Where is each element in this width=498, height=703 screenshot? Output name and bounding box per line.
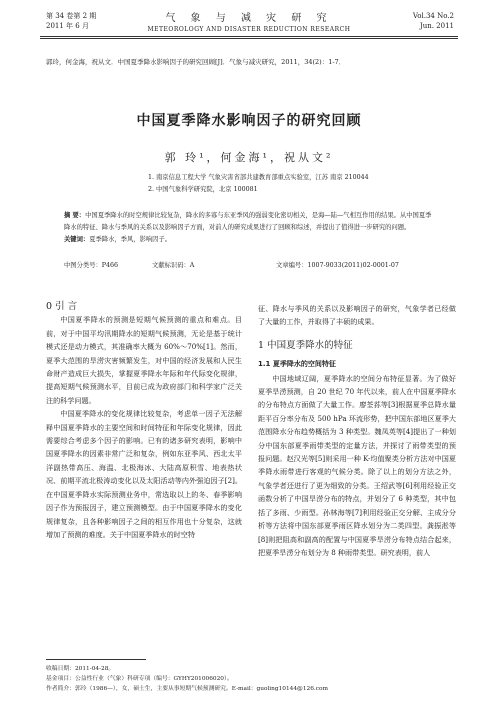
section-1-1-paragraph: 中国地域辽阔，夏季降水的空间分布特征显著。为了做好夏季旱涝预测，自 20 世纪 70 年代以来，前人在中国夏季降水的分布特点方面做了大量工作。廖荃荪等[3]根据夏季总降水量距平百分率分布及 500 hPa 环流形势，把中国东部地区夏季大范围降水分布趋势概括为 3 种类型。魏凤英等[4]提出了一种划分中国东部夏季雨带类型的定量方法，并探讨了雨带类型的预报问题。赵汉光等[5]则采用一种 K-均值聚类分析方法对中国夏季降水雨带进行客观的气候分类。除了以上的划分方法之外，气象学者还进行了更为细致的分类。王绍武等[6]利用经验正交函数分析了中国旱涝分布的特点，并划分了 6 种类型，其中包括了多雨、少雨型。孙林海等[7]利用经验正交分解、主成分分析等方法将中国东部夏季雨区降水划分为二类四型。龚振淞等[8]则把阻高和副高的配置与中国夏季旱涝分布特点结合起来，把夏季旱涝分布划分为 8 种雨带类型。研究表明，前人: [258, 373, 456, 557]
clc-number: 中图分类号：P466: [64, 262, 119, 269]
keywords-label: 关键词：: [64, 236, 90, 243]
issue-date: 2011 年 6 月: [46, 22, 89, 30]
paper-title: 中国夏季降水影响因子的研究回顾: [136, 113, 362, 129]
intro-continued: 征、降水与季风的关系以及影响因子的研究，气象学者已经做了大量的工作，并取得了丰硕的成果。: [258, 304, 456, 327]
article-number: 文章编号：1007-9033(2011)02-0001-07: [276, 262, 399, 269]
footnote: [46, 664, 328, 694]
section-heading-1: 1 中国夏季降水的特征: [258, 339, 353, 351]
date-en: Jun. 2011: [419, 22, 454, 30]
abstract-label: 摘 要：: [64, 212, 86, 219]
authors: 郭 玲¹，何金海¹，祝从文²: [164, 151, 334, 164]
classification-line: [64, 260, 434, 269]
affiliations: [148, 172, 369, 196]
journal-title-cn: 气 象 与 减 灾 研 究: [165, 13, 333, 24]
volume-no-en: Vol.34 No.2: [412, 12, 454, 20]
journal-title-en: METEOROLOGY AND DISASTER REDUCTION RESEARCH: [147, 26, 351, 33]
left-column: [46, 300, 242, 541]
intro-paragraph-2: 中国夏季降水的变化规律比较复杂，考虑单一因子无法解释中国夏季降水的主要空间和时间特征和年际变化规律，因此需要综合考虑多个因子的影响。已有的诸多研究表明，影响中国夏季降水的因素非常广泛和复杂，例如东亚季风、西北太平洋副热带高压、海温、北极海冰、大陆高原积雪、地表热状况、前期平流北极涛动变化以及太阳活动等内外强迫因子[2]。在中国夏季降水实际预测业务中，常选取以上的冬、春季影响因子作为预报因子，建立预测模型。由于中国夏季降水的变化规律复杂，且各种影响因子之间的相互作用也十分复杂，这就增加了预测的难度。关于中国夏季降水的时空特: [46, 409, 242, 539]
intro-paragraph-1: 中国夏季降水的预测是短期气候预测的重点和难点。目前，对于中国平均汛期降水的短期气候预测，无论是基于统计模式还是动力模式，其准确率大概为 60%～70%[1]。然而，夏季大范围的旱涝灾害频繁发生，对中国的经济发展和人民生命财产造成巨大损失，掌握夏季降水年际和年代际变化规律，提高短期气候预测水平，目前已成为政府部门和科学家广泛关注的科学问题。: [46, 315, 242, 405]
header-rule-bottom: [40, 38, 458, 39]
abstract-text: 中国夏季降水的时空规律比较复杂，降水的多寡与东亚季风的强弱变化密切相关，是海—陆—气相互作用的结果。从中国夏季降水的特征、降水与季风的关系以及影响因子方面，对前人的研究成果进行了回顾和综述，并提出了值得进一步研究的问题。: [64, 212, 432, 231]
affiliation-2: 2. 中国气象科学研究院，北京 100081: [148, 186, 258, 193]
document-code: 文献标识码：A: [152, 262, 195, 269]
header-right: [413, 11, 454, 31]
author-bio: 作者简介：郭玲（1986—），女，硕士生，主要从事短期气候预测研究。E-mail：guoling10144@126.com: [46, 686, 328, 692]
header-rule-top: [40, 36, 458, 37]
funding: 基金项目：公益性行业（气象）科研专项（编号：GYHY201006020）。: [46, 676, 233, 682]
right-column: [258, 302, 456, 559]
subsection-heading-1-1: 1.1 夏季降水的空间特征: [258, 360, 336, 369]
section-heading-intro: 0 引 言: [46, 301, 78, 312]
keywords: 夏季降水，季风，影响因子。: [89, 236, 172, 243]
citation: 郭玲，何金海，祝从文．中国夏季降水影响因子的研究回顾[J]．气象与减灾研究，2011，34(2)：1-7．: [46, 58, 346, 66]
volume-issue: 第 34 卷第 2 期: [46, 12, 97, 20]
affiliation-1: 1. 南京信息工程大学 气象灾害省部共建教育部重点实验室，江苏 南京 210044: [148, 174, 369, 181]
footnote-rule: [46, 659, 146, 660]
abstract: [64, 210, 434, 246]
received-date: 收稿日期：2011-04-28。: [46, 666, 115, 672]
